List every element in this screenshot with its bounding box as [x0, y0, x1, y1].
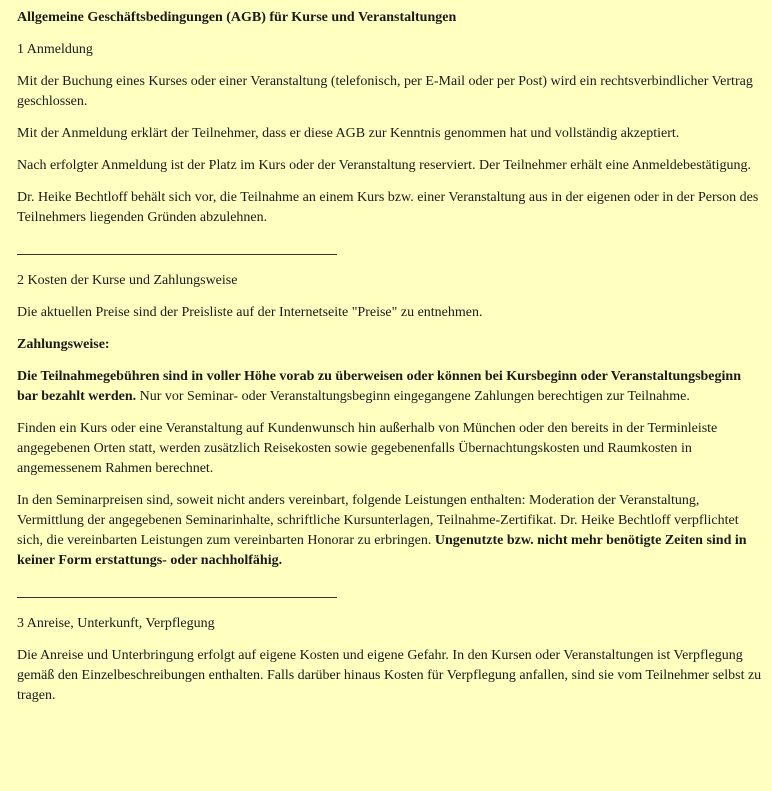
text: Nur vor Seminar- oder Veranstaltungsbeginn eingegangene Zahlungen berechtigen zur Teilnahme.	[136, 389, 690, 404]
bold-text: Die Teilnahmegebühren sind in voller Höhe vorab zu überweisen oder können bei Kursbeginn oder Veranstaltungsbeginn bar bezahlt werden.	[17, 369, 741, 404]
payment-heading: Zahlungsweise:	[17, 337, 110, 352]
section-heading-anreise: 3 Anreise, Unterkunft, Verpflegung	[17, 616, 215, 631]
bold-text: Ungenutzte bzw. nicht mehr benötigte Zeiten sind in keiner Form erstattungs- oder nachholfähig.	[17, 533, 747, 568]
paragraph: Die Anreise und Unterbringung erfolgt auf eigene Kosten und eigene Gefahr. In den Kursen oder Veranstaltungen ist Verpflegung gemäß den Einzelbeschreibungen enthalten. Falls darüber hinaus Kosten für Verpflegung anfallen, sind sie vom Teilnehmer selbst zu tragen.	[17, 648, 762, 703]
text: In den Seminarpreisen sind, soweit nicht anders vereinbart, folgende Leistungen enthalten: Moderation der Veranstaltung, Vermittlung der angegebenen Seminarinhalte, schriftliche Kursunterlagen, Teilnahme-Zertifikat. Dr. Heike Bechtloff verpflichtet sich, die vereinbarten Leistungen zum vereinbarten Honorar zu erbringen.	[17, 493, 739, 548]
paragraph: Die aktuellen Preise sind der Preisliste auf der Internetseite "Preise" zu entnehmen.	[17, 305, 483, 320]
paragraph: Finden ein Kurs oder eine Veranstaltung auf Kundenwunsch hin außerhalb von München oder den bereits in der Terminleiste angegebenen Orten statt, werden zusätzlich Reisekosten sowie gegebenenfalls Übernachtungskosten und Raumkosten in angemessenem Rahmen berechnet.	[17, 421, 718, 476]
agb-document	[17, 8, 762, 718]
page-title: Allgemeine Geschäftsbedingungen (AGB) für Kurse und Veranstaltungen	[17, 10, 457, 25]
paragraph	[17, 491, 762, 571]
section-divider	[17, 597, 337, 598]
section-divider	[17, 254, 337, 255]
paragraph: Mit der Anmeldung erklärt der Teilnehmer, dass er diese AGB zur Kenntnis genommen hat und vollständig akzeptiert.	[17, 126, 680, 141]
section-heading-anmeldung: 1 Anmeldung	[17, 42, 93, 57]
paragraph	[17, 367, 762, 407]
paragraph: Nach erfolgter Anmeldung ist der Platz im Kurs oder der Veranstaltung reserviert. Der Teilnehmer erhält eine Anmeldebestätigung.	[17, 158, 752, 173]
paragraph: Dr. Heike Bechtloff behält sich vor, die Teilnahme an einem Kurs bzw. einer Veranstaltung aus in der eigenen oder in der Person des Teilnehmers liegenden Gründen abzulehnen.	[17, 190, 759, 225]
paragraph: Mit der Buchung eines Kurses oder einer Veranstaltung (telefonisch, per E-Mail oder per Post) wird ein rechtsverbindlicher Vertrag geschlossen.	[17, 74, 753, 109]
section-heading-kosten: 2 Kosten der Kurse und Zahlungsweise	[17, 273, 238, 288]
